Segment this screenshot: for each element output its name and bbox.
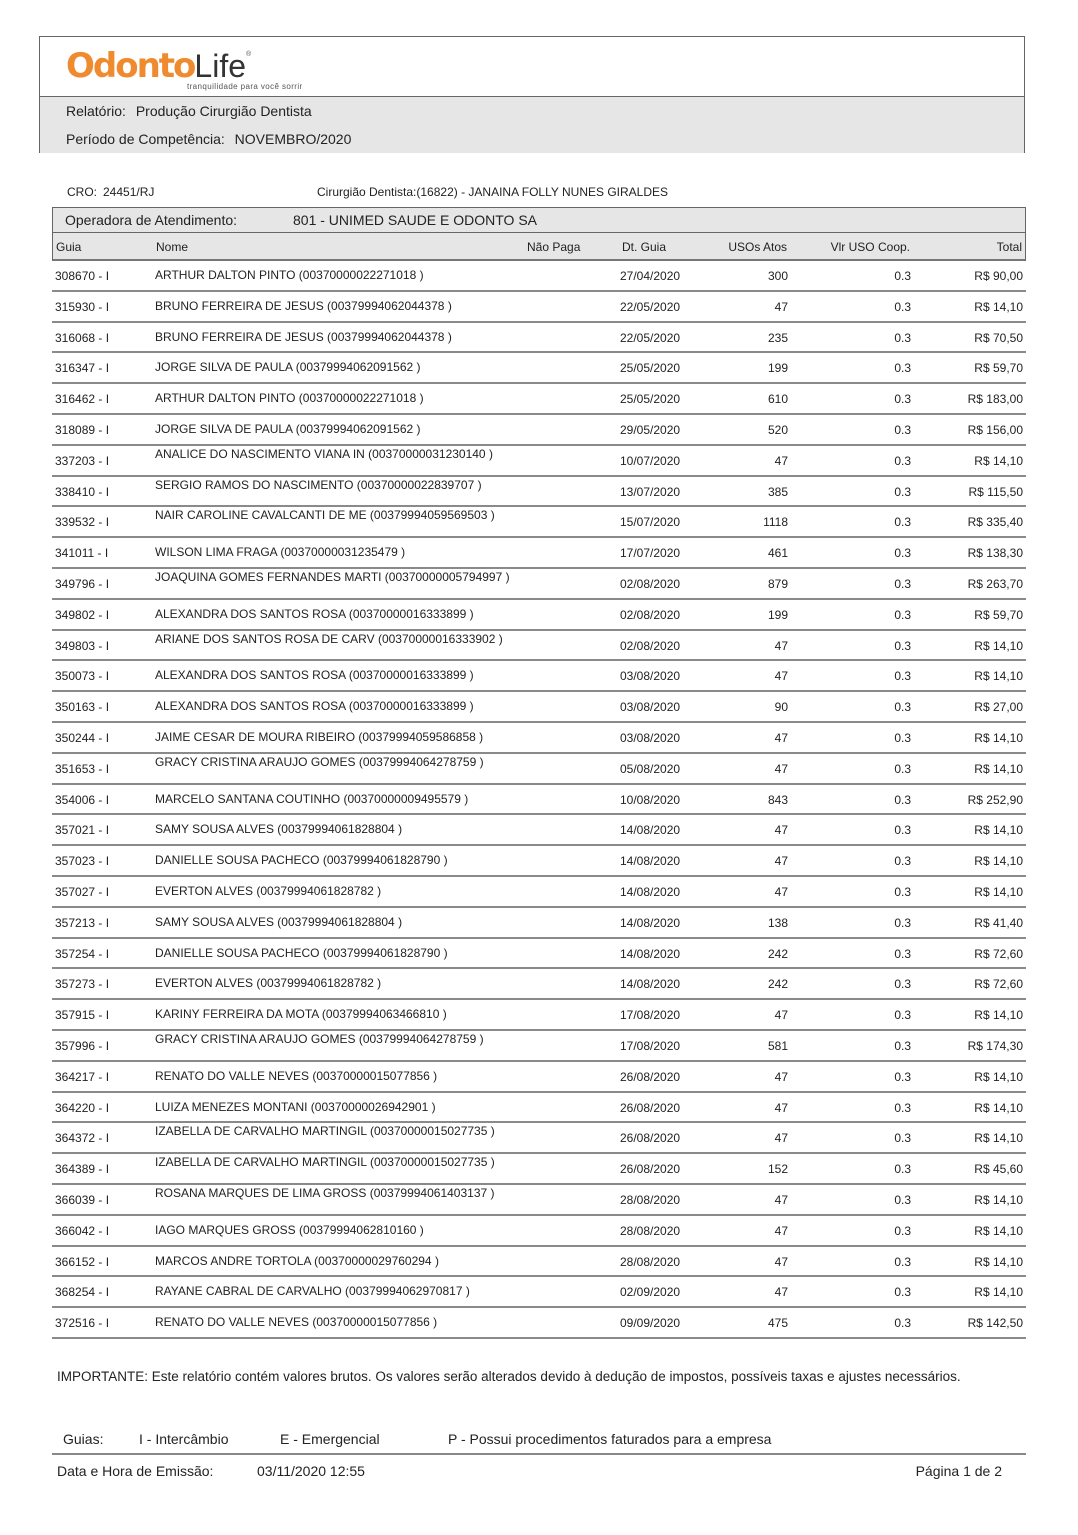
cell-total: R$ 142,50 (967, 1316, 1023, 1331)
col-header-nao-paga: Não Paga (527, 240, 581, 254)
cell-usos-atos: 47 (774, 1131, 788, 1146)
table-row (52, 261, 1026, 292)
cell-total: R$ 14,10 (974, 1008, 1023, 1023)
cell-dt-guia: 02/08/2020 (620, 576, 681, 591)
cell-vlr-uso: 0.3 (894, 946, 911, 961)
cell-nome: BRUNO FERREIRA DE JESUS (00379994062044378 ) (155, 329, 452, 344)
cell-usos-atos: 47 (774, 884, 788, 899)
report-title (66, 97, 1024, 125)
operator-bar (52, 207, 1026, 233)
cell-usos-atos: 581 (767, 1038, 788, 1053)
cell-dt-guia: 26/08/2020 (620, 1069, 681, 1084)
cell-vlr-uso: 0.3 (894, 823, 911, 838)
cell-nome: LUIZA MENEZES MONTANI (00370000026942901 ) (155, 1099, 436, 1114)
logo-tagline: tranquilidade para você sorrir (187, 82, 303, 91)
table-body (52, 261, 1026, 1339)
cell-vlr-uso: 0.3 (894, 330, 911, 345)
cell-guia: 364217 - I (55, 1069, 110, 1084)
cell-vlr-uso: 0.3 (894, 1100, 911, 1115)
cell-vlr-uso: 0.3 (894, 700, 911, 715)
cell-total: R$ 14,10 (974, 1192, 1023, 1207)
cell-dt-guia: 03/08/2020 (620, 700, 681, 715)
cell-nome: MARCELO SANTANA COUTINHO (00370000009495579 ) (155, 791, 469, 806)
cell-usos-atos: 879 (767, 576, 788, 591)
cell-total: R$ 14,10 (974, 1285, 1023, 1300)
table-row (52, 1185, 1026, 1216)
cell-total: R$ 138,30 (967, 546, 1023, 561)
cell-total: R$ 14,10 (974, 453, 1023, 468)
table-row (52, 877, 1026, 908)
cell-guia: 350073 - I (55, 669, 110, 684)
cell-guia: 316462 - I (55, 392, 110, 407)
cell-guia: 372516 - I (55, 1316, 110, 1331)
table-row (52, 1277, 1026, 1308)
cell-dt-guia: 29/05/2020 (620, 422, 681, 437)
cell-nome: ARTHUR DALTON PINTO (00370000022271018 ) (155, 391, 424, 406)
cell-vlr-uso: 0.3 (894, 422, 911, 437)
table-row (52, 846, 1026, 877)
cell-total: R$ 90,00 (974, 269, 1023, 283)
table-row (52, 415, 1026, 446)
cell-guia: 318089 - I (55, 422, 110, 437)
cell-nome: KARINY FERREIRA DA MOTA (00379994063466810 ) (155, 1007, 447, 1022)
cell-usos-atos: 47 (774, 761, 788, 776)
cell-nome: ANALICE DO NASCIMENTO VIANA IN (00370000031230140 ) (155, 446, 493, 461)
cell-total: R$ 335,40 (967, 515, 1023, 530)
cell-vlr-uso: 0.3 (894, 361, 911, 376)
table-row (52, 1093, 1026, 1124)
table-row (52, 323, 1026, 354)
cell-usos-atos: 199 (767, 607, 788, 622)
cell-nome: RENATO DO VALLE NEVES (00370000015077856 ) (155, 1068, 438, 1083)
cell-vlr-uso: 0.3 (894, 1192, 911, 1207)
table-row (52, 446, 1026, 477)
cell-dt-guia: 14/08/2020 (620, 977, 681, 992)
cell-nome: JORGE SILVA DE PAULA (00379994062091562 ) (155, 421, 421, 436)
cell-guia: 349802 - I (55, 607, 110, 622)
cell-vlr-uso: 0.3 (894, 453, 911, 468)
table-row (52, 477, 1026, 508)
cell-usos-atos: 47 (774, 1192, 788, 1207)
table-row (52, 538, 1026, 569)
col-header-guia: Guia (56, 240, 82, 254)
cell-vlr-uso: 0.3 (894, 1162, 911, 1177)
cell-guia: 366039 - I (55, 1192, 110, 1207)
cell-usos-atos: 47 (774, 1100, 788, 1115)
cell-dt-guia: 26/08/2020 (620, 1162, 681, 1177)
cell-guia: 357023 - I (55, 854, 110, 869)
cell-usos-atos: 843 (767, 792, 788, 807)
cell-guia: 354006 - I (55, 792, 110, 807)
cell-nome: DANIELLE SOUSA PACHECO (00379994061828790 ) (155, 853, 448, 868)
table-row (52, 661, 1026, 692)
dentist-value: (16822) - JANAINA FOLLY NUNES GIRALDES (416, 185, 669, 199)
table-row (52, 754, 1026, 785)
col-header-total: Total (996, 240, 1022, 254)
cell-nome: JAIME CESAR DE MOURA RIBEIRO (00379994059586858 ) (155, 729, 484, 744)
report-value: Produção Cirurgião Dentista (135, 103, 312, 119)
cell-usos-atos: 47 (774, 299, 788, 314)
cell-nome: NAIR CAROLINE CAVALCANTI DE ME (00379994059569503 ) (155, 508, 495, 523)
cell-dt-guia: 05/08/2020 (620, 761, 681, 776)
cell-total: R$ 45,60 (974, 1162, 1023, 1177)
table-header (52, 233, 1026, 261)
cell-total: R$ 72,60 (974, 977, 1023, 992)
cell-guia: 351653 - I (55, 761, 110, 776)
cell-usos-atos: 242 (767, 946, 788, 961)
cell-nome: EVERTON ALVES (00379994061828782 ) (155, 976, 382, 991)
cell-guia: 364372 - I (55, 1131, 110, 1146)
cell-total: R$ 72,60 (974, 946, 1023, 961)
operator-value: 801 - UNIMED SAUDE E ODONTO SA (293, 212, 538, 228)
cell-usos-atos: 47 (774, 1223, 788, 1238)
cell-vlr-uso: 0.3 (894, 1285, 911, 1300)
cell-dt-guia: 17/08/2020 (620, 1038, 681, 1053)
cell-vlr-uso: 0.3 (894, 884, 911, 899)
cell-guia: 366042 - I (55, 1223, 110, 1238)
cell-dt-guia: 10/07/2020 (620, 453, 681, 468)
cell-guia: 316347 - I (55, 361, 110, 376)
cell-nome: ARTHUR DALTON PINTO (00370000022271018 ) (155, 268, 424, 282)
important-notice: IMPORTANTE: Este relatório contém valores brutos. Os valores serão alterados devido à dedução de impostos, possíveis taxas e ajustes necessários. (57, 1369, 961, 1384)
cell-dt-guia: 09/09/2020 (620, 1316, 681, 1331)
cell-total: R$ 174,30 (967, 1038, 1023, 1053)
cell-nome: ROSANA MARQUES DE LIMA GROSS (00379994061403137 ) (155, 1185, 495, 1200)
cell-guia: 315930 - I (55, 299, 110, 314)
table-row (52, 569, 1026, 600)
cell-dt-guia: 03/08/2020 (620, 730, 681, 745)
cell-nome: SAMY SOUSA ALVES (00379994061828804 ) (155, 914, 403, 929)
logo-area (40, 37, 1024, 97)
cro-info (67, 185, 154, 199)
cell-total: R$ 14,10 (974, 1223, 1023, 1238)
emission-value: 03/11/2020 12:55 (257, 1463, 365, 1479)
cell-nome: JORGE SILVA DE PAULA (00379994062091562 ) (155, 360, 421, 375)
cell-vlr-uso: 0.3 (894, 546, 911, 561)
cell-vlr-uso: 0.3 (894, 1038, 911, 1053)
cell-total: R$ 70,50 (974, 330, 1023, 345)
cell-usos-atos: 152 (767, 1162, 788, 1177)
cell-dt-guia: 14/08/2020 (620, 854, 681, 869)
table-row (52, 785, 1026, 816)
cell-total: R$ 156,00 (967, 422, 1023, 437)
cell-dt-guia: 13/07/2020 (620, 484, 681, 499)
cell-guia: 350163 - I (55, 700, 110, 715)
cell-vlr-uso: 0.3 (894, 730, 911, 745)
cell-nome: IZABELLA DE CARVALHO MARTINGIL (00370000015027735 ) (155, 1155, 495, 1170)
col-header-nome: Nome (156, 240, 189, 254)
cell-dt-guia: 02/08/2020 (620, 607, 681, 622)
guias-legend (52, 1431, 1026, 1455)
cell-vlr-uso: 0.3 (894, 269, 911, 283)
cell-nome: EVERTON ALVES (00379994061828782 ) (155, 883, 382, 898)
cell-nome: GRACY CRISTINA ARAUJO GOMES (00379994064278759 ) (155, 1031, 484, 1046)
cell-dt-guia: 26/08/2020 (620, 1131, 681, 1146)
table-row (52, 1031, 1026, 1062)
legend-intercambio: I - Intercâmbio (139, 1431, 229, 1447)
legend-faturados: P - Possui procedimentos faturados para a empresa (448, 1431, 772, 1447)
cell-dt-guia: 14/08/2020 (620, 884, 681, 899)
cell-total: R$ 183,00 (967, 392, 1023, 407)
cell-total: R$ 14,10 (974, 669, 1023, 684)
cell-vlr-uso: 0.3 (894, 669, 911, 684)
cell-vlr-uso: 0.3 (894, 1069, 911, 1084)
cell-dt-guia: 17/08/2020 (620, 1008, 681, 1023)
cell-dt-guia: 10/08/2020 (620, 792, 681, 807)
cell-nome: ARIANE DOS SANTOS ROSA DE CARV (00370000016333902 ) (155, 631, 503, 646)
cell-nome: GRACY CRISTINA ARAUJO GOMES (00379994064278759 ) (155, 754, 484, 769)
cell-usos-atos: 47 (774, 1254, 788, 1269)
cell-nome: SERGIO RAMOS DO NASCIMENTO (00370000022839707 ) (155, 477, 482, 492)
cell-usos-atos: 199 (767, 361, 788, 376)
odontolife-logo (66, 46, 303, 91)
cell-total: R$ 14,10 (974, 1100, 1023, 1115)
cell-vlr-uso: 0.3 (894, 792, 911, 807)
cell-guia: 364389 - I (55, 1162, 110, 1177)
cell-guia: 357021 - I (55, 823, 110, 838)
cell-usos-atos: 520 (767, 422, 788, 437)
cell-usos-atos: 47 (774, 1069, 788, 1084)
cell-vlr-uso: 0.3 (894, 484, 911, 499)
cell-dt-guia: 22/05/2020 (620, 299, 681, 314)
cell-nome: ALEXANDRA DOS SANTOS ROSA (00370000016333899 ) (155, 699, 474, 714)
table-row (52, 384, 1026, 415)
cell-usos-atos: 475 (767, 1316, 788, 1331)
cell-vlr-uso: 0.3 (894, 1008, 911, 1023)
cell-vlr-uso: 0.3 (894, 915, 911, 930)
cell-dt-guia: 02/09/2020 (620, 1285, 681, 1300)
legend-label: Guias: (63, 1431, 104, 1447)
cell-usos-atos: 1118 (763, 515, 788, 530)
cell-usos-atos: 47 (774, 1008, 788, 1023)
cell-dt-guia: 28/08/2020 (620, 1223, 681, 1238)
cell-usos-atos: 47 (774, 669, 788, 684)
dentist-label: Cirurgião Dentista: (317, 185, 417, 199)
cell-vlr-uso: 0.3 (894, 1131, 911, 1146)
cell-dt-guia: 28/08/2020 (620, 1254, 681, 1269)
cell-vlr-uso: 0.3 (894, 638, 911, 653)
cell-guia: 316068 - I (55, 330, 110, 345)
cell-vlr-uso: 0.3 (894, 607, 911, 622)
table-row (52, 353, 1026, 384)
cell-nome: MARCOS ANDRE TORTOLA (00370000029760294 ) (155, 1253, 439, 1268)
cell-total: R$ 14,10 (974, 1254, 1023, 1269)
cell-nome: JOAQUINA GOMES FERNANDES MARTI (00370000005794997 ) (155, 569, 510, 584)
report-label: Relatório: (66, 103, 126, 119)
cell-guia: 357027 - I (55, 884, 110, 899)
table-row (52, 969, 1026, 1000)
cell-nome: RAYANE CABRAL DE CARVALHO (00379994062970817 ) (155, 1284, 470, 1299)
cell-usos-atos: 47 (774, 730, 788, 745)
period-label: Período de Competência: (66, 131, 225, 147)
cell-vlr-uso: 0.3 (894, 1316, 911, 1331)
cell-usos-atos: 47 (774, 854, 788, 869)
cell-dt-guia: 26/08/2020 (620, 1100, 681, 1115)
report-period (66, 125, 1024, 153)
cell-guia: 350244 - I (55, 730, 110, 745)
table-row (52, 1216, 1026, 1247)
cell-guia: 364220 - I (55, 1100, 110, 1115)
cell-vlr-uso: 0.3 (894, 392, 911, 407)
table-row (52, 1154, 1026, 1185)
cell-guia: 357254 - I (55, 946, 110, 961)
col-header-dt-guia: Dt. Guia (622, 240, 667, 254)
table-row (52, 631, 1026, 662)
cell-usos-atos: 242 (767, 977, 788, 992)
cell-usos-atos: 47 (774, 823, 788, 838)
cell-nome: ALEXANDRA DOS SANTOS ROSA (00370000016333899 ) (155, 606, 474, 621)
table-row (52, 1308, 1026, 1339)
cell-dt-guia: 22/05/2020 (620, 330, 681, 345)
dentist-info (317, 185, 668, 199)
cell-dt-guia: 25/05/2020 (620, 361, 681, 376)
cell-total: R$ 115,50 (968, 484, 1023, 499)
cell-usos-atos: 90 (774, 700, 788, 715)
cell-total: R$ 59,70 (974, 607, 1023, 622)
cell-dt-guia: 17/07/2020 (620, 546, 681, 561)
cell-usos-atos: 47 (774, 1285, 788, 1300)
cell-nome: IZABELLA DE CARVALHO MARTINGIL (00370000015027735 ) (155, 1124, 495, 1139)
table-row (52, 908, 1026, 939)
cell-guia: 349796 - I (55, 576, 110, 591)
registered-icon: ® (246, 51, 252, 58)
cell-usos-atos: 47 (774, 453, 788, 468)
cell-usos-atos: 300 (767, 269, 788, 283)
cell-usos-atos: 47 (774, 638, 788, 653)
cell-vlr-uso: 0.3 (894, 977, 911, 992)
emission-label: Data e Hora de Emissão: (57, 1463, 214, 1479)
cro-value: 24451/RJ (103, 185, 155, 199)
cell-guia: 337203 - I (55, 453, 110, 468)
cell-dt-guia: 14/08/2020 (620, 915, 681, 930)
cell-nome: ALEXANDRA DOS SANTOS ROSA (00370000016333899 ) (155, 668, 474, 683)
cell-guia: 357273 - I (55, 977, 110, 992)
table-row (52, 1062, 1026, 1093)
table-row (52, 939, 1026, 970)
cell-vlr-uso: 0.3 (894, 1254, 911, 1269)
cell-dt-guia: 02/08/2020 (620, 638, 681, 653)
cell-guia: 349803 - I (55, 638, 110, 653)
cell-dt-guia: 25/05/2020 (620, 392, 681, 407)
cell-usos-atos: 235 (767, 330, 788, 345)
cell-dt-guia: 14/08/2020 (620, 946, 681, 961)
cell-usos-atos: 610 (767, 392, 788, 407)
cell-total: R$ 14,10 (974, 730, 1023, 745)
cell-total: R$ 14,10 (974, 638, 1023, 653)
cell-nome: DANIELLE SOUSA PACHECO (00379994061828790 ) (155, 945, 448, 960)
cell-total: R$ 263,70 (967, 576, 1023, 591)
cell-nome: SAMY SOUSA ALVES (00379994061828804 ) (155, 822, 403, 837)
cell-guia: 368254 - I (55, 1285, 110, 1300)
col-header-usos-atos: USOs Atos (728, 240, 787, 254)
cell-guia: 338410 - I (55, 484, 110, 499)
cell-vlr-uso: 0.3 (894, 515, 911, 530)
cell-nome: RENATO DO VALLE NEVES (00370000015077856 ) (155, 1315, 438, 1330)
table-row (52, 1000, 1026, 1031)
legend-emergencial: E - Emergencial (280, 1431, 380, 1447)
cell-total: R$ 14,10 (974, 1131, 1023, 1146)
cell-vlr-uso: 0.3 (894, 299, 911, 314)
logo-brand-odonto: Odonto (66, 46, 195, 86)
cro-label: CRO: (67, 185, 97, 199)
cell-dt-guia: 27/04/2020 (620, 269, 681, 283)
cell-total: R$ 14,10 (974, 299, 1023, 314)
cell-guia: 341011 - I (55, 546, 109, 561)
cell-nome: WILSON LIMA FRAGA (00370000031235479 ) (155, 545, 406, 560)
table-row (52, 723, 1026, 754)
cell-dt-guia: 03/08/2020 (620, 669, 681, 684)
cell-vlr-uso: 0.3 (894, 761, 911, 776)
cell-total: R$ 14,10 (974, 761, 1023, 776)
operator-label: Operadora de Atendimento: (65, 212, 238, 228)
cell-nome: BRUNO FERREIRA DE JESUS (00379994062044378 ) (155, 298, 452, 313)
cell-guia: 357915 - I (55, 1008, 110, 1023)
cell-total: R$ 14,10 (974, 1069, 1023, 1084)
cell-total: R$ 14,10 (974, 854, 1023, 869)
logo-brand-life: Life (194, 48, 247, 84)
cell-vlr-uso: 0.3 (894, 576, 911, 591)
report-header (39, 36, 1025, 153)
cell-guia: 366152 - I (55, 1254, 110, 1269)
table-row (52, 600, 1026, 631)
page-number: Página 1 de 2 (915, 1463, 1002, 1479)
cell-dt-guia: 28/08/2020 (620, 1192, 681, 1207)
cell-total: R$ 41,40 (974, 915, 1023, 930)
table-row (52, 292, 1026, 323)
table-row (52, 507, 1026, 538)
cell-nome: IAGO MARQUES GROSS (00379994062810160 ) (155, 1222, 424, 1237)
cell-dt-guia: 14/08/2020 (620, 823, 681, 838)
cell-vlr-uso: 0.3 (894, 854, 911, 869)
table-row (52, 1247, 1026, 1278)
report-info (40, 97, 1024, 153)
cell-vlr-uso: 0.3 (894, 1223, 911, 1238)
cell-total: R$ 14,10 (974, 884, 1023, 899)
table-row (52, 692, 1026, 723)
cell-guia: 339532 - I (55, 515, 110, 530)
table-row (52, 1123, 1026, 1154)
cell-usos-atos: 385 (767, 484, 788, 499)
cell-total: R$ 252,90 (967, 792, 1023, 807)
cell-total: R$ 59,70 (974, 361, 1023, 376)
cell-total: R$ 27,00 (974, 700, 1023, 715)
col-header-vlr-uso: Vlr USO Coop. (830, 240, 910, 254)
cell-dt-guia: 15/07/2020 (620, 515, 681, 530)
cell-guia: 357213 - I (55, 915, 110, 930)
cell-guia: 308670 - I (55, 269, 110, 283)
cell-total: R$ 14,10 (974, 823, 1023, 838)
table-row (52, 815, 1026, 846)
cell-usos-atos: 138 (767, 915, 788, 930)
cell-guia: 357996 - I (55, 1038, 110, 1053)
period-value: NOVEMBRO/2020 (234, 131, 352, 147)
cell-usos-atos: 461 (767, 546, 788, 561)
